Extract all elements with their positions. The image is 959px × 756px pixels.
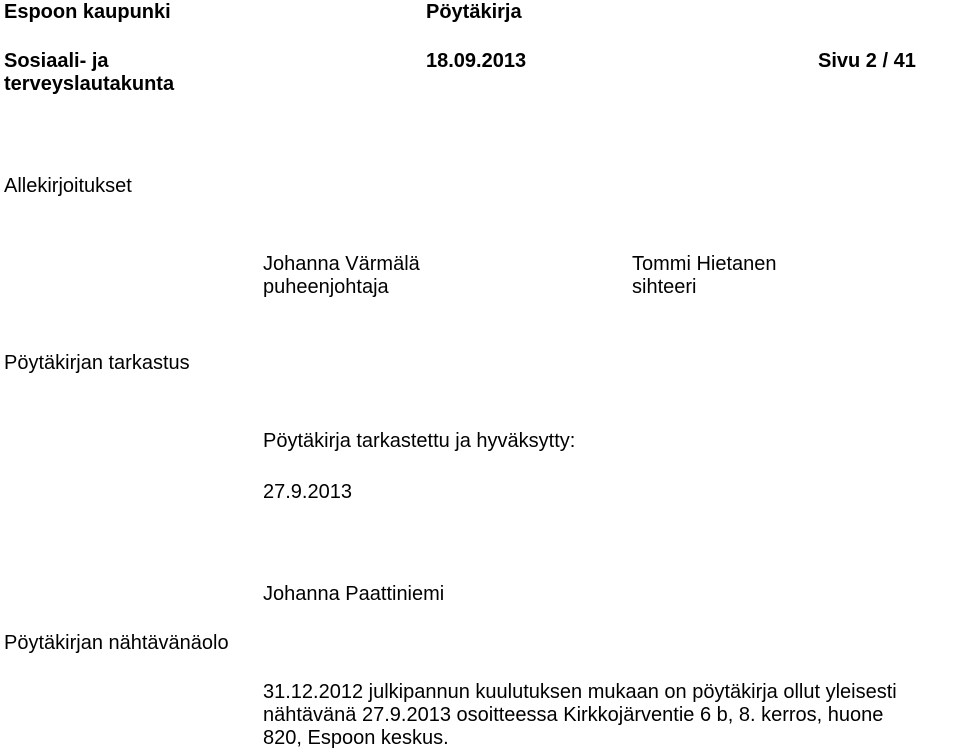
secretary-role: sihteeri (632, 276, 697, 298)
secretary-signature (632, 253, 777, 299)
document-type: Pöytäkirja (426, 1, 522, 23)
inspector-name: Johanna Paattiniemi (263, 583, 445, 605)
committee-name (4, 50, 254, 96)
organization-name: Espoon kaupunki (4, 1, 171, 23)
meeting-date: 18.09.2013 (426, 50, 527, 72)
display-line: 31.12.2012 julkipannun kuulutuksen mukaan on pöytäkirja ollut yleisesti (263, 681, 897, 703)
chair-role: puheenjohtaja (263, 276, 389, 298)
secretary-name: Tommi Hietanen (632, 253, 777, 275)
signatures-heading: Allekirjoitukset (4, 175, 132, 197)
chair-name: Johanna Värmälä (263, 253, 420, 275)
committee-name-line2: terveyslautakunta (4, 73, 175, 95)
display-heading: Pöytäkirjan nähtävänäolo (4, 632, 229, 654)
chair-signature (263, 253, 420, 299)
display-paragraph (263, 681, 959, 750)
inspection-date: 27.9.2013 (263, 481, 352, 503)
committee-name-line1: Sosiaali- ja (4, 50, 109, 72)
display-line: 820, Espoon keskus. (263, 727, 449, 749)
display-line: nähtävänä 27.9.2013 osoitteessa Kirkkojärventie 6 b, 8. kerros, huone (263, 704, 884, 726)
inspection-heading: Pöytäkirjan tarkastus (4, 352, 190, 374)
inspection-statement: Pöytäkirja tarkastettu ja hyväksytty: (263, 430, 576, 452)
page-number: Sivu 2 / 41 (818, 50, 916, 72)
